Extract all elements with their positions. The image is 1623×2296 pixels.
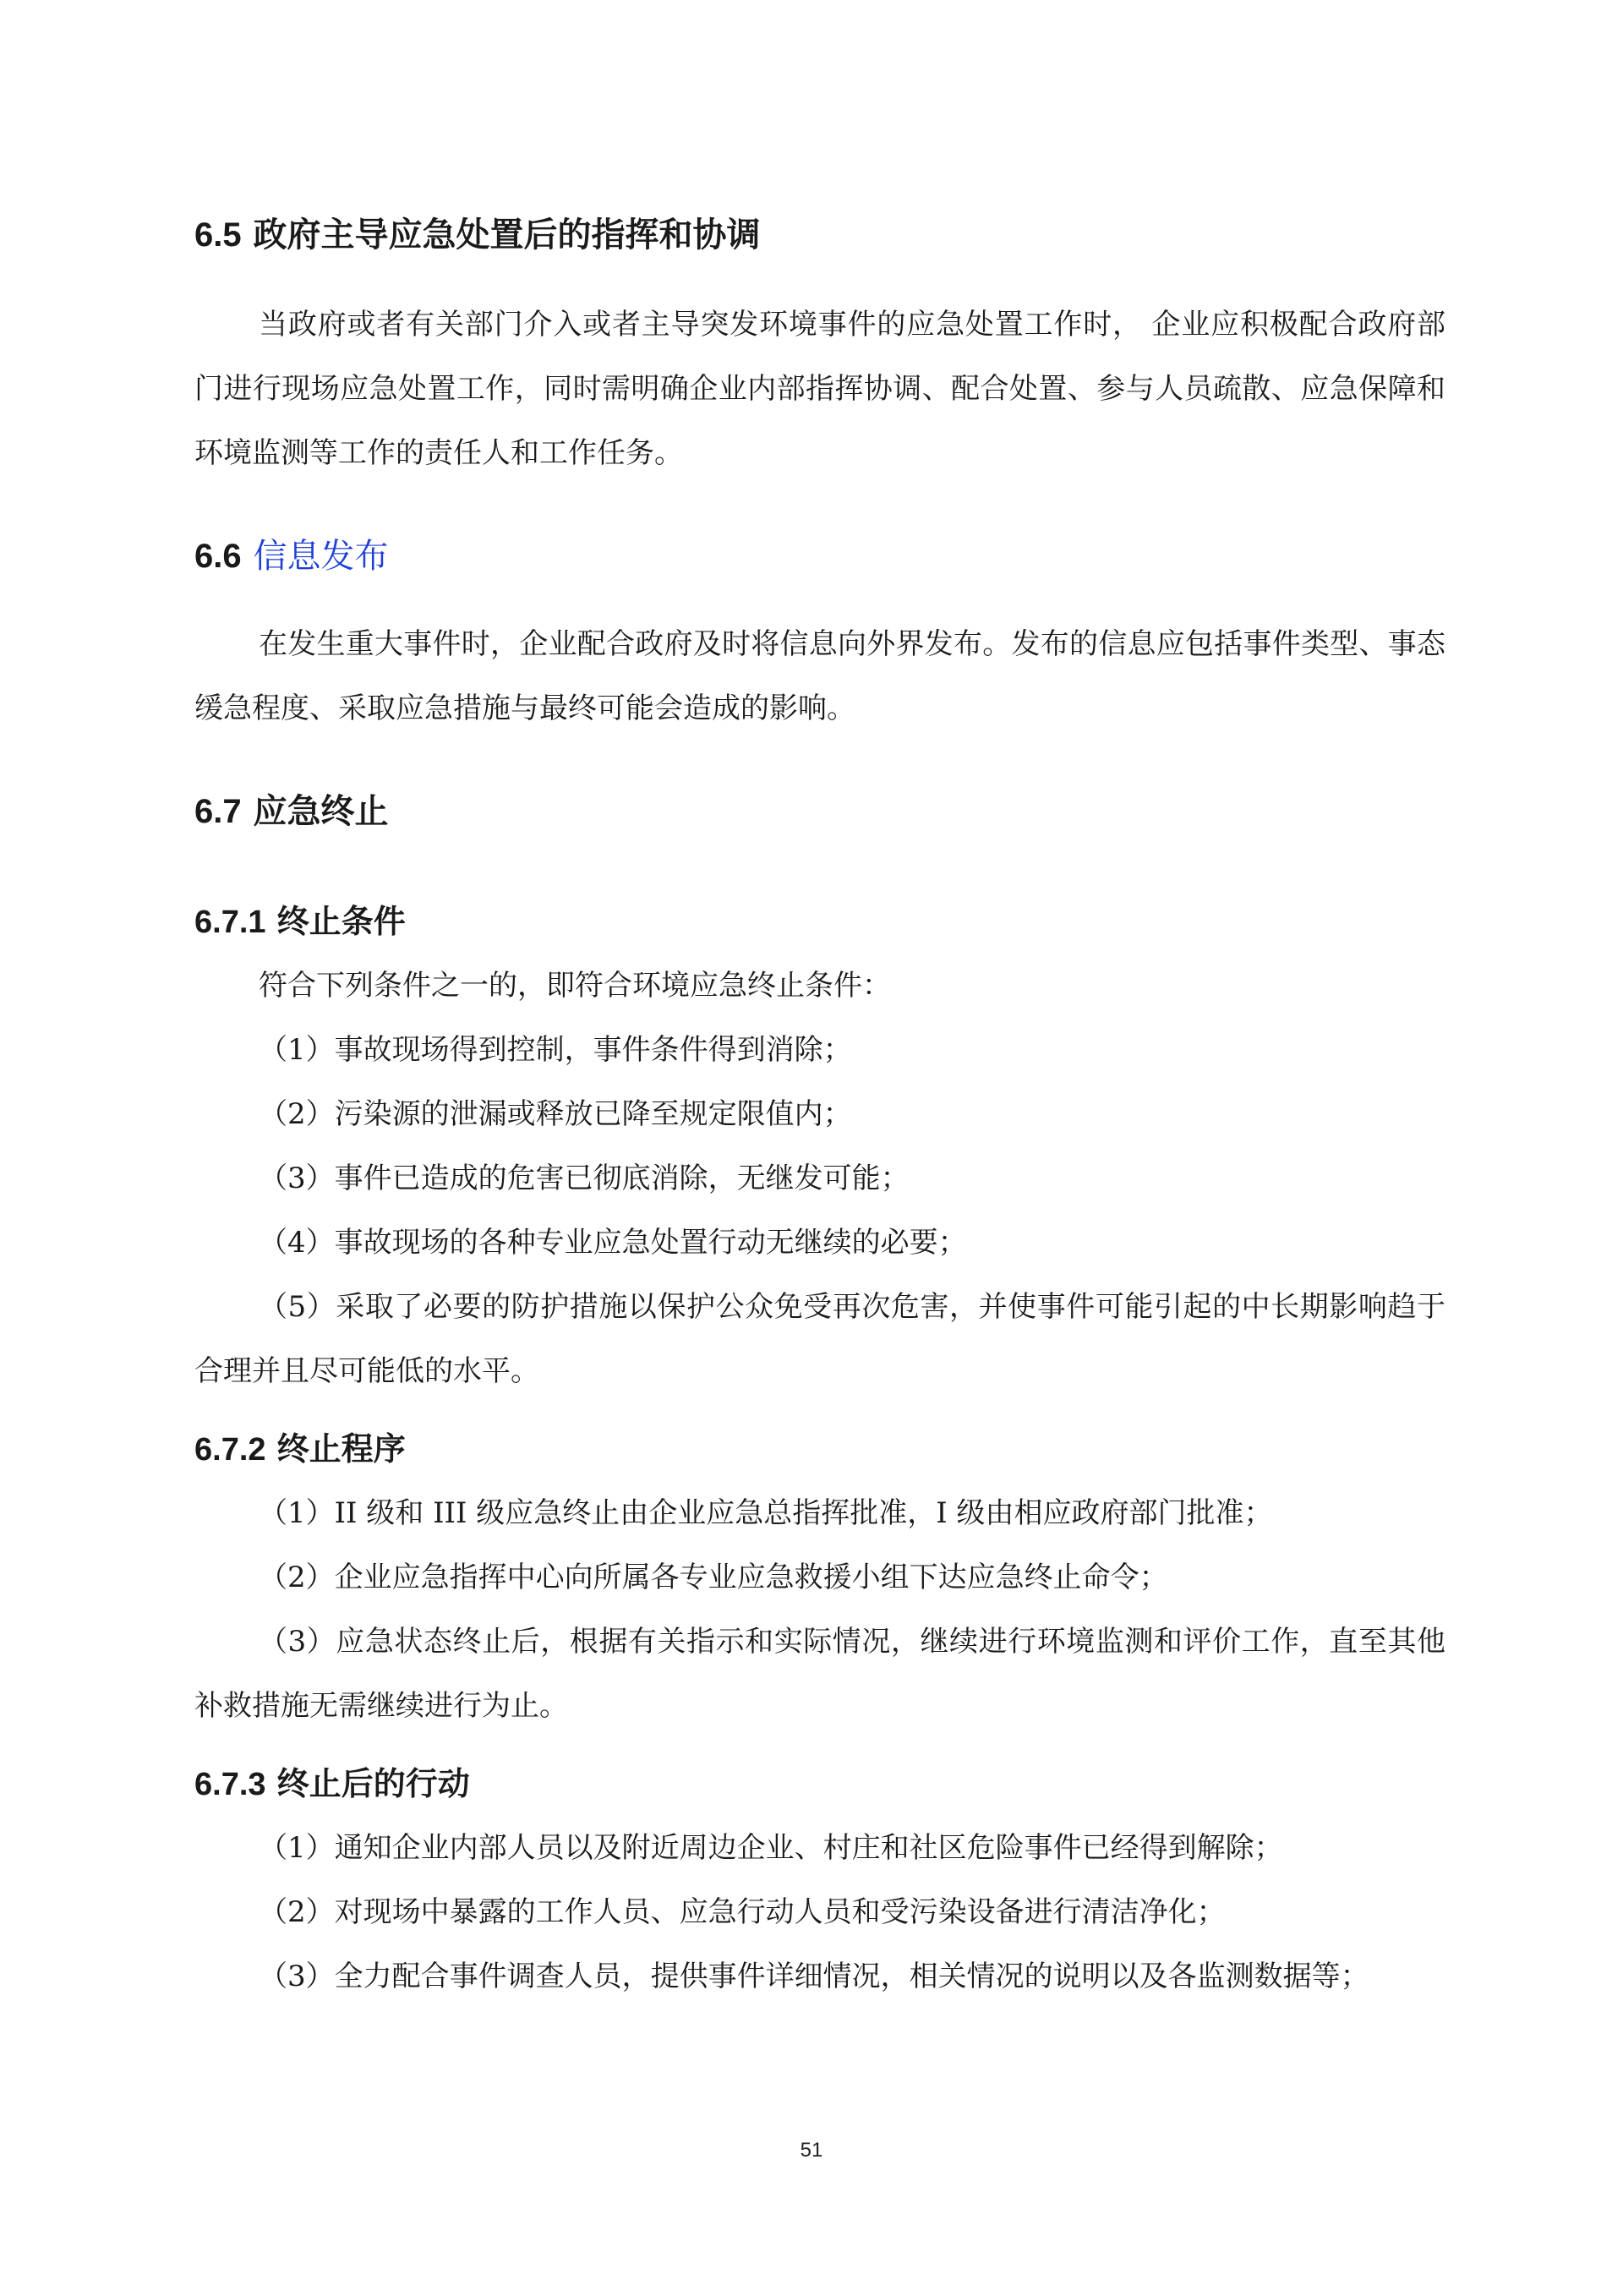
section-6-6-body: 在发生重大事件时，企业配合政府及时将信息向外界发布。发布的信息应包括事件类型、事态缓急程度、采取应急措施与最终可能会造成的影响。 xyxy=(194,627,1445,725)
list-item: （1）II 级和 III 级应急终止由企业应急总指挥批准，I 级由相应政府部门批准； xyxy=(259,1496,1273,1530)
list-item: （3）全力配合事件调查人员，提供事件详细情况，相关情况的说明以及各监测数据等； xyxy=(259,1960,1369,1993)
section-number: 6.7 xyxy=(194,793,242,830)
section-heading-6-7-1 xyxy=(194,901,406,943)
list-item: （2）污染源的泄漏或释放已降至规定限值内； xyxy=(259,1097,852,1131)
section-heading-6-5 xyxy=(194,215,761,255)
page-number: 51 xyxy=(800,2139,823,2162)
section-heading-6-6 xyxy=(194,536,389,577)
section-title: 终止条件 xyxy=(276,903,406,940)
section-title: 政府主导应急处置后的指挥和协调 xyxy=(253,216,761,254)
section-6-5-body: 当政府或者有关部门介入或者主导突发环境事件的应急处置工作时， 企业应积极配合政府部门进行现场应急处置工作，同时需明确企业内部指挥协调、配合处置、参与人员疏散、应急保障和环境监测等工作的责任人和工作任务。 xyxy=(194,308,1445,470)
section-number: 6.7.1 xyxy=(194,905,266,940)
list-item: （5）采取了必要的防护措施以保护公众免受再次危害，并使事件可能引起的中长期影响趋于合理并且尽可能低的水平。 xyxy=(194,1290,1445,1388)
section-6-7-1-intro: 符合下列条件之一的，即符合环境应急终止条件： xyxy=(259,969,891,1003)
section-number: 6.7.2 xyxy=(194,1432,266,1468)
section-number: 6.6 xyxy=(194,538,242,575)
list-item: （1）通知企业内部人员以及附近周边企业、村庄和社区危险事件已经得到解除； xyxy=(259,1831,1283,1865)
list-item: （2）企业应急指挥中心向所属各专业应急救援小组下达应急终止命令； xyxy=(259,1561,1168,1594)
list-item: （1）事故现场得到控制，事件条件得到消除； xyxy=(259,1033,852,1067)
section-title: 终止后的行动 xyxy=(276,1765,470,1802)
section-number: 6.5 xyxy=(194,216,242,254)
section-heading-6-7-2 xyxy=(194,1429,406,1470)
list-item: （4）事故现场的各种专业应急处置行动无继续的必要； xyxy=(259,1226,967,1260)
list-item: （2）对现场中暴露的工作人员、应急行动人员和受污染设备进行清洁净化； xyxy=(259,1895,1226,1929)
section-title: 终止程序 xyxy=(276,1430,406,1468)
list-item: （3）应急状态终止后，根据有关指示和实际情况，继续进行环境监测和评价工作，直至其他补救措施无需继续进行为止。 xyxy=(194,1625,1445,1723)
section-heading-6-7 xyxy=(194,791,389,832)
section-title: 信息发布 xyxy=(253,537,389,576)
list-item: （3）事件已造成的危害已彻底消除，无继发可能； xyxy=(259,1162,910,1195)
section-heading-6-7-3 xyxy=(194,1763,470,1805)
section-title: 应急终止 xyxy=(253,792,389,831)
section-number: 6.7.3 xyxy=(194,1767,266,1802)
